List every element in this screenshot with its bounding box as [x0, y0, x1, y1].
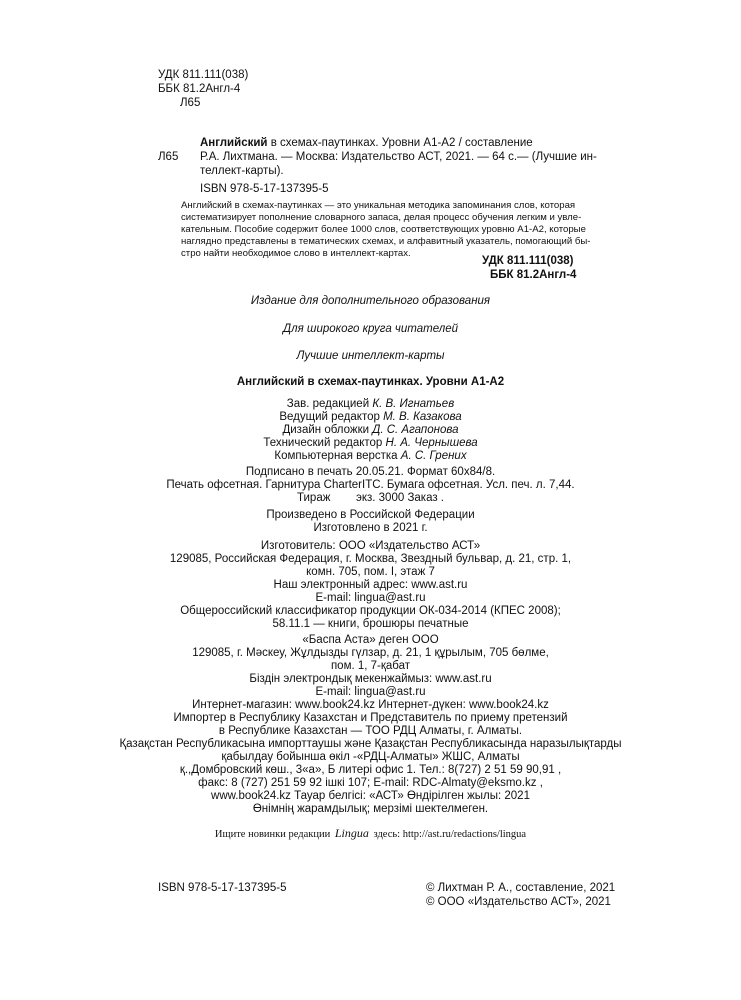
header-author-code: Л65 [180, 97, 201, 109]
kz-line: Интернет-магазин: www.book24.kz Интернет-дүкен: www.book24.kz [192, 699, 549, 711]
header-udk: УДК 811.111(038) [158, 69, 249, 81]
print-info-line: Печать офсетная. Гарнитура CharterITC. Бумага офсетная. Усл. печ. л. 7,44. [166, 479, 575, 491]
bib-line-1-rest: в схемах-паутинках. Уровни А1-А2 / составление [267, 137, 533, 149]
kz-line: Біздін электрондық мекенжаймыз: www.ast.ru [249, 673, 492, 685]
lingua-logo: Lingua [334, 826, 369, 840]
staff-line [0, 449, 741, 463]
edition-title: Английский в схемах-паутинках. Уровни А1-А2 [236, 376, 505, 388]
manufacturer-line: Общероссийский классификатор продукции ОК-034-2014 (КПЕС 2008); [180, 605, 561, 617]
staff-name: Д. С. Агапонова [372, 424, 459, 436]
staff-role: Компьютерная верстка [274, 450, 398, 462]
edition-audience: Для широкого круга читателей [282, 323, 458, 335]
kz-line: в Республике Казахстан — ТОО РДЦ Алматы, г. Алматы. [218, 725, 523, 737]
manufacturer-line: Наш электронный адрес: www.ast.ru [273, 579, 468, 591]
staff-role: Технический редактор [263, 437, 383, 449]
kz-line: қабылдау бойынша өкіл -«РДЦ-Алматы» ЖШС, Алматы [221, 751, 520, 763]
staff-line [0, 436, 741, 450]
kz-line: пом. 1, 7-қабат [330, 660, 411, 672]
edition-series: Лучшие интеллект-карты [296, 350, 445, 362]
class-udk: УДК 811.111(038) [482, 255, 574, 267]
kz-line: E-mail: lingua@ast.ru [315, 686, 426, 698]
footer-copyright-2: © ООО «Издательство АСТ», 2021 [426, 896, 611, 908]
manufacturer-line: Изготовитель: ООО «Издательство АСТ» [260, 540, 481, 552]
staff-line [0, 410, 741, 424]
bib-line-3: теллект-карты). [200, 165, 284, 177]
annotation-line: Английский в схемах-паутинках — это уникальная методика запоминания слов, которая [181, 200, 576, 211]
manufacturer-line: комн. 705, пом. I, этаж 7 [306, 566, 435, 578]
manufacturer-line: 58.11.1 — книги, брошюры печатные [272, 618, 469, 630]
kz-line: Импортер в Республику Казахстан и Представитель по приему претензий [173, 712, 568, 724]
bib-isbn: ISBN 978-5-17-137395-5 [200, 183, 329, 195]
bib-title-bold: Английский [200, 137, 268, 149]
staff-role: Ведущий редактор [279, 411, 380, 423]
origin-line: Изготовлено в 2021 г. [313, 522, 428, 534]
bib-line-1 [200, 136, 533, 150]
print-info-line: Тираж экз. 3000 Заказ . [296, 492, 444, 504]
footer-copyright-1: © Лихтман Р. А., составление, 2021 [426, 882, 616, 894]
staff-name: Н. А. Чернышева [385, 437, 478, 449]
kz-line: Өнімнің жарамдылық; мерзімі шектелмеген. [252, 803, 489, 815]
kz-line: факс: 8 (727) 251 59 92 ішкі 107; E-mail: RDC-Almaty@eksmo.kz , [198, 777, 543, 789]
manufacturer-line: E-mail: lingua@ast.ru [315, 592, 426, 604]
bib-author-code: Л65 [158, 151, 179, 163]
annotation [181, 200, 611, 260]
footer-isbn: ISBN 978-5-17-137395-5 [158, 882, 287, 894]
staff-line [0, 423, 741, 437]
print-info-line: Подписано в печать 20.05.21. Формат 60х84/8. [245, 466, 496, 478]
class-bbk: ББК 81.2Англ-4 [490, 269, 577, 281]
staff-name: М. В. Казакова [383, 411, 462, 423]
header-bbk: ББК 81.2Англ-4 [158, 83, 241, 95]
lingua-line [0, 825, 741, 843]
kz-line: 129085, г. Мәскеу, Жұлдызды гүлзар, д. 21, 1 құрылым, 705 бөлме, [192, 647, 549, 659]
staff-name: К. В. Игнатьев [372, 398, 455, 410]
lingua-prefix: Ищите новинки редакции [214, 829, 331, 840]
lingua-link[interactable]: здесь: http://ast.ru/redactions/lingua [373, 829, 527, 840]
kz-line: www.book24.kz Тауар белгісі: «АСТ» Өндірілген жылы: 2021 [211, 790, 530, 802]
origin-line: Произведено в Российской Федерации [266, 509, 475, 521]
staff-role: Дизайн обложки [282, 424, 370, 436]
annotation-line: стро найти необходимое слово в интеллект-картах. [181, 248, 411, 259]
kz-line: «Баспа Аста» деген ООО [302, 634, 439, 646]
manufacturer-line: 129085, Российская Федерация, г. Москва, Звездный бульвар, д. 21, стр. 1, [169, 553, 572, 565]
annotation-line: наглядно представлены в тематических схемах, и алфавитный указатель, помогающий бы- [181, 236, 591, 247]
kz-line: Қазақстан Республикасына импорттаушы және Қазақстан Республикасында наразылықтарды [119, 738, 622, 750]
kz-line: қ.,Домбровский көш., 3«а», Б литері офис 1. Тел.: 8(727) 2 51 59 90,91 , [179, 764, 562, 776]
bib-line-2: Р.А. Лихтмана. — Москва: Издательство АСТ, 2021. — 64 с.— (Лучшие ин- [200, 151, 597, 163]
edition-purpose: Издание для дополнительного образования [250, 295, 491, 307]
staff-line [0, 397, 741, 411]
annotation-line: систематизирует пополнение словарного запаса, делая процесс обучения легким и увле- [181, 212, 582, 223]
staff-name: А. С. Грених [400, 450, 467, 462]
annotation-line: кательным. Пособие содержит более 1000 слов, соответствующих уровню А1-А2, которые [181, 224, 586, 235]
staff-role: Зав. редакцией [286, 398, 370, 410]
